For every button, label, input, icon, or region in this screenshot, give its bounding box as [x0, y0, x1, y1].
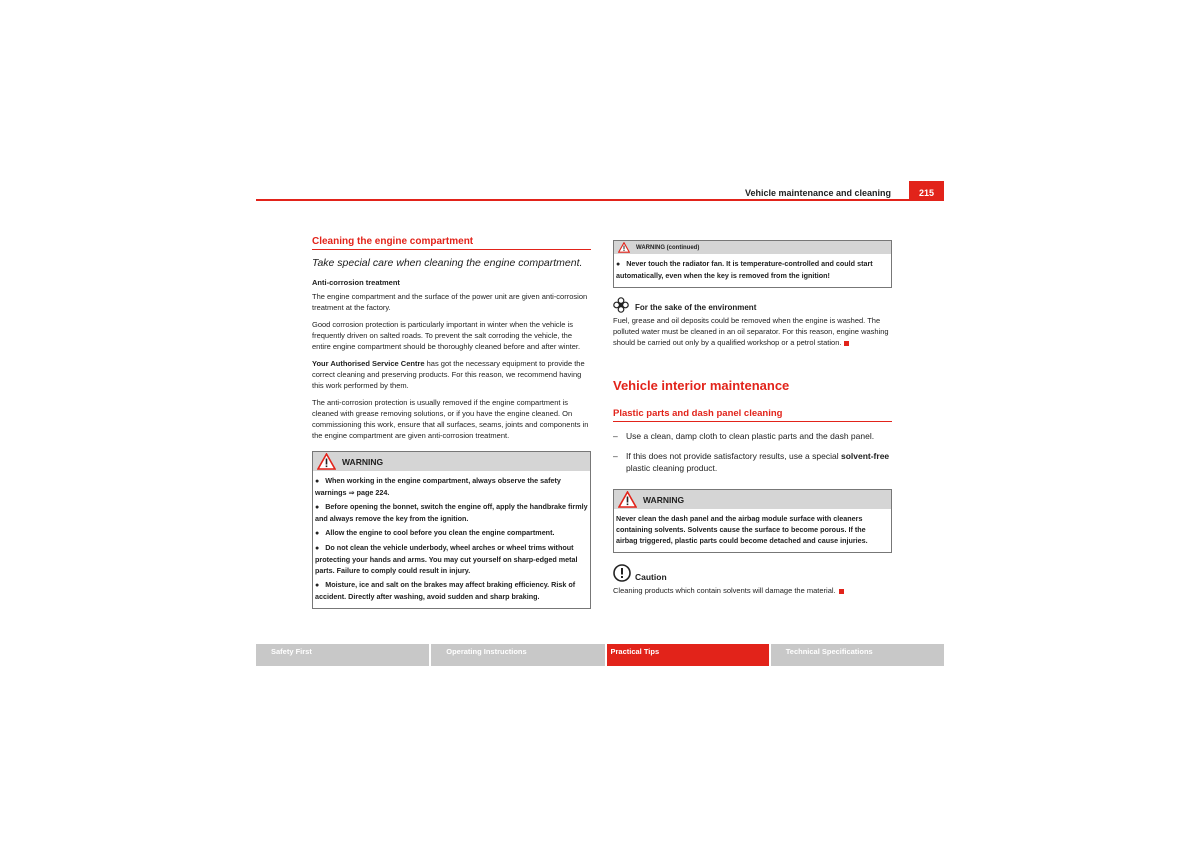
- warning-body: [313, 471, 590, 608]
- warning-triangle-icon: [618, 491, 637, 508]
- caution-exclamation-icon: [613, 564, 631, 582]
- page-number: 215: [909, 181, 944, 200]
- warning-item: ● When working in the engine compartment, always observe the safety warnings ⇒ page 224.: [315, 476, 561, 497]
- environment-title: For the sake of the environment: [635, 303, 757, 312]
- warning-continued-header: [614, 241, 891, 254]
- solvent-free-term: solvent-free: [840, 451, 890, 461]
- warning-header: [313, 452, 590, 471]
- subsection-title-plastic: Plastic parts and dash panel cleaning: [613, 408, 892, 422]
- warning-item: ● Moisture, ice and salt on the brakes may affect braking efficiency. Risk of accident. Directly after washing, avoid sudden and sharp braking.: [315, 580, 576, 601]
- flower-environment-icon: [613, 297, 629, 313]
- warning-continued-box: [613, 240, 892, 288]
- paragraph: Your Authorised Service Centre has got the necessary equipment to provide the correct cleaning and preserving products. For this reason, we recommend having this work performed by them.: [312, 359, 585, 390]
- bullet-icon: ●: [315, 545, 320, 552]
- end-mark-icon: [839, 589, 844, 594]
- bullet-icon: ●: [315, 530, 320, 537]
- warning-item: ● Allow the engine to cool before you clean the engine compartment.: [315, 528, 555, 537]
- paragraph: The engine compartment and the surface of the power unit are given anti-corrosion treatment at the factory.: [312, 292, 588, 312]
- subheading-anti-corrosion: Anti-corrosion treatment: [312, 278, 400, 287]
- footer-tabs: [256, 644, 944, 666]
- left-column: [312, 236, 591, 609]
- caution-header: [613, 564, 892, 582]
- tab-technical-specifications[interactable]: Technical Specifications: [771, 644, 944, 666]
- header-rule: [256, 199, 944, 201]
- service-centre-term: Your Authorised Service Centre: [312, 359, 425, 368]
- warning-continued-body: [614, 254, 891, 287]
- section-title-interior: Vehicle interior maintenance: [613, 378, 790, 393]
- bullet-icon: ●: [315, 582, 320, 589]
- tab-operating-instructions[interactable]: Operating Instructions: [431, 644, 604, 666]
- warning-continued-title: WARNING (continued): [636, 244, 700, 251]
- step-item: – Use a clean, damp cloth to clean plastic parts and the dash panel.: [613, 431, 875, 441]
- environment-text: Fuel, grease and oil deposits could be removed when the engine is washed. The polluted water must be cleaned in an oil separator. For this reason, engine washing should be carried out only by a qualified workshop or a petrol station.: [613, 316, 889, 347]
- section-heading-engine: Cleaning the engine compartment: [312, 236, 591, 250]
- warning-text: Never clean the dash panel and the airbag module surface with cleaners containing solvents. Solvents cause the surface to become porous. If the airbag triggered, plastic parts could become detached and cause injuries.: [616, 514, 868, 545]
- lead-text: Take special care when cleaning the engine compartment.: [312, 257, 583, 269]
- step-item: – If this does not provide satisfactory results, use a special solvent-free plastic cleaning product.: [613, 451, 890, 473]
- bullet-icon: ●: [315, 478, 320, 485]
- environment-header: [613, 297, 892, 313]
- running-header: Vehicle maintenance and cleaning: [744, 188, 891, 198]
- caution-title: Caution: [635, 572, 667, 582]
- warning-box: [312, 451, 591, 609]
- end-mark-icon: [844, 341, 849, 346]
- warning-item: ● Before opening the bonnet, switch the engine off, apply the handbrake firmly and always remove the key from the ignition.: [315, 502, 588, 523]
- tab-practical-tips[interactable]: Practical Tips: [607, 644, 769, 666]
- warning-item: ● Do not clean the vehicle underbody, wheel arches or wheel trims without protecting your hands and arms. You may cut yourself on sharp-edged metal parts. Failure to comply could result in injury.: [315, 543, 578, 575]
- warning-title: WARNING: [643, 494, 685, 505]
- paragraph: The anti-corrosion protection is usually removed if the engine compartment is cleaned with grease removing solutions, or if you have the engine cleaned. On commissioning this work, ensure that all surfaces, seams, joints and components in the engine compartment are given anti-corrosion treatment.: [312, 398, 589, 440]
- warning-box-dash-panel: [613, 489, 892, 553]
- right-column: [613, 236, 892, 602]
- bullet-icon: ●: [315, 504, 320, 511]
- warning-title: WARNING: [342, 456, 384, 467]
- warning-header: [614, 490, 891, 509]
- caution-text: Cleaning products which contain solvents will damage the material.: [613, 585, 892, 596]
- paragraph: Good corrosion protection is particularly important in winter when the vehicle is frequently driven on salted roads. To prevent the salt corroding the vehicle, the entire engine compartment should be thoroughly cleaned before and after winter.: [312, 320, 581, 351]
- warning-item: ● Never touch the radiator fan. It is temperature-controlled and could start automatically, even when the key is removed from the ignition!: [616, 259, 873, 280]
- warning-body: [614, 509, 891, 552]
- tab-safety-first[interactable]: Safety First: [256, 644, 429, 666]
- warning-triangle-icon: [317, 453, 336, 470]
- bullet-icon: ●: [616, 261, 621, 268]
- warning-triangle-icon: [618, 242, 630, 253]
